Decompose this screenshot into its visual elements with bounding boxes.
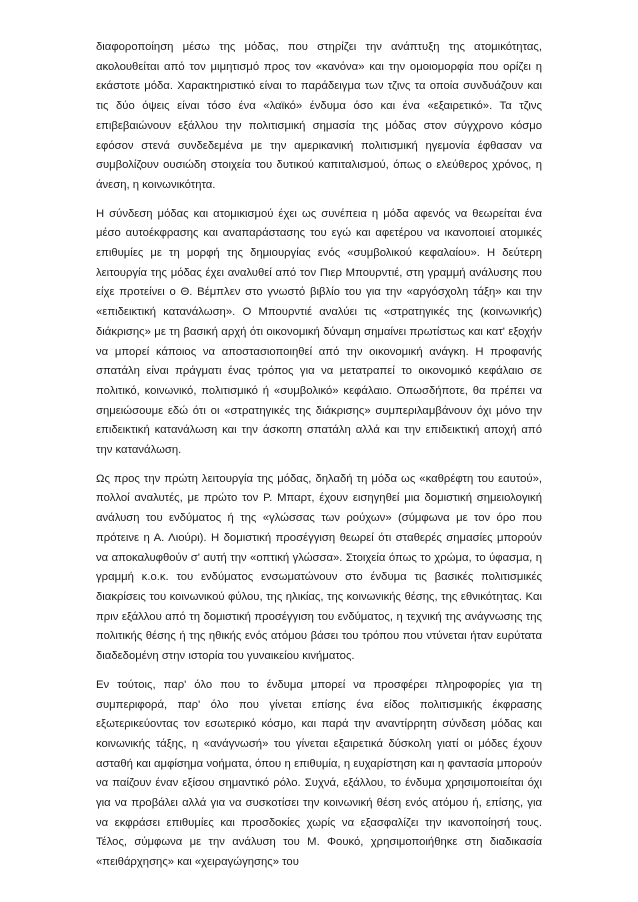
paragraph-2: Η σύνδεση μόδας και ατομικισμού έχει ως συνέπεια η μόδα αφενός να θεωρείται ένα μέσο αυτοέκφρασης και αναπαράστασης του εγώ και αφετέρου να ικανοποιεί ατομικές επιθυμίες με τη μορφή της δημιουργίας ενός «συμβολικού κεφαλαίου». Η δεύτερη λειτουργία της μόδας έχει αναλυθεί από τον Πιερ Μπουρντιέ, στη γραμμή ανάλυσης που είχε προτείνει ο Θ. Βέμπλεν στο γνωστό βιβλίο του για την «αργόσχολη τάξη» και την «επιδεικτική κατανάλωση». Ο Μπουρντιέ αναλύει τις «στρατηγικές της (κοινωνικής) διάκρισης» με τη βασική αρχή ότι οικονομική δύναμη σημαίνει πρωτίστως και κατ' εξοχήν να μπορεί κάποιος να αποστασιοποιηθεί από την οικονομική ανάγκη. Η προφανής σπατάλη είναι πράγματι ένας τρόπος για να μετατραπεί το οικονομικό κεφάλαιο σε πολιτικό, κοινωνικό, πολιτισμικό ή «συμβολικό» κεφάλαιο. Οπωσδήποτε, θα πρέπει να σημειώσουμε εδώ ότι οι «στρατηγικές της διάκρισης» συμπεριλαμβάνουν όχι μόνο την επιδεικτική κατανάλωση και την άσκοπη σπατάλη αλλά και την επιδεικτική αποχή από την κατανάλωση. <box>96 207 542 457</box>
document-page <box>96 38 542 882</box>
paragraph-4: Εν τούτοις, παρ' όλο που το ένδυμα μπορεί να προσφέρει πληροφορίες για τη συμπεριφορά, παρ' όλο που γίνεται επίσης ένα είδος πολιτισμικής έκφρασης εξωτερικεύοντας τον εσωτερικό κόσμο, και παρά την αναντίρρητη σύνδεση μόδας και κοινωνικής τάξης, η «ανάγνωσή» του γίνεται εξαιρετικά δύσκολη γιατί οι μόδες έχουν ασταθή και αμφίσημα νοήματα, όπου η επιθυμία, η ευχαρίστηση και η φαντασία μπορούν να παίζουν έναν εξίσου σημαντικό ρόλο. Συχνά, εξάλλου, το ένδυμα χρησιμοποιείται όχι για να προβάλει αλλά για να συσκοτίσει την κοινωνική θέση ενός ατόμου ή, επίσης, για να εκφράσει επιθυμίες και προσδοκίες χωρίς να εξασφαλίζει την ικανοποίησή τους. Τέλος, σύμφωνα με την ανάλυση του Μ. Φουκό, χρησιμοποιήθηκε στη διαδικασία «πειθάρχησης» και «χειραγώγησης» του <box>96 678 542 869</box>
paragraph-1: διαφοροποίηση μέσω της μόδας, που στηρίζει την ανάπτυξη της ατομικότητας, ακολουθείται από τον μιμητισμό προς τον «κανόνα» και την ομοιομορφία που ορίζει η εκάστοτε μόδα. Χαρακτηριστικό είναι το παράδειγμα των τζινς τα οποία συνδυάζουν και τις δύο όψεις είναι τόσο ένα «λαϊκό» ένδυμα όσο και ένα «εξαιρετικό». Τα τζινς επιβεβαιώνουν εξάλλου την πολιτισμική σημασία της μόδας στον σύγχρονο κόσμο εφόσον στενά συνδεδεμένα με την αμερικανική πολιτισμική ηγεμονία έφθασαν να συμβολίζουν ουσιώδη στοιχεία του δυτικού καπιταλισμού, όπως ο ελεύθερος χρόνος, η άνεση, η κοινωνικότητα. <box>96 41 542 191</box>
paragraph-3: Ως προς την πρώτη λειτουργία της μόδας, δηλαδή τη μόδα ως «καθρέφτη του εαυτού», πολλοί αναλυτές, με πρώτο τον Ρ. Μπαρτ, έχουν εισηγηθεί μια δομιστική σημειολογική ανάλυση του ενδύματος ή της «γλώσσας των ρούχων» (σύμφωνα με τον όρο που πρότεινε η Α. Λιούρι). Η δομιστική προσέγγιση θεωρεί ότι σταθερές σημασίες μπορούν να αποκαλυφθούν σ' αυτή την «οπτική γλώσσα». Στοιχεία όπως το χρώμα, το ύφασμα, η γραμμή κ.ο.κ. του ενδύματος ενσωματώνουν στο ένδυμα τις βασικές πολιτισμικές διακρίσεις του κοινωνικού φύλου, της ηλικίας, της κοινωνικής θέσης, της εθνικότητας. Και πριν εξάλλου από τη δομιστική προσέγγιση του ενδύματος, η τεχνική της ανάγνωσης της πολιτικής θέσης ή της ηθικής ενός ατόμου βάσει του τρόπου που ντύνεται ήταν ευρύτατα διαδεδομένη στην ιστορία του γυναικείου κινήματος. <box>96 472 542 663</box>
